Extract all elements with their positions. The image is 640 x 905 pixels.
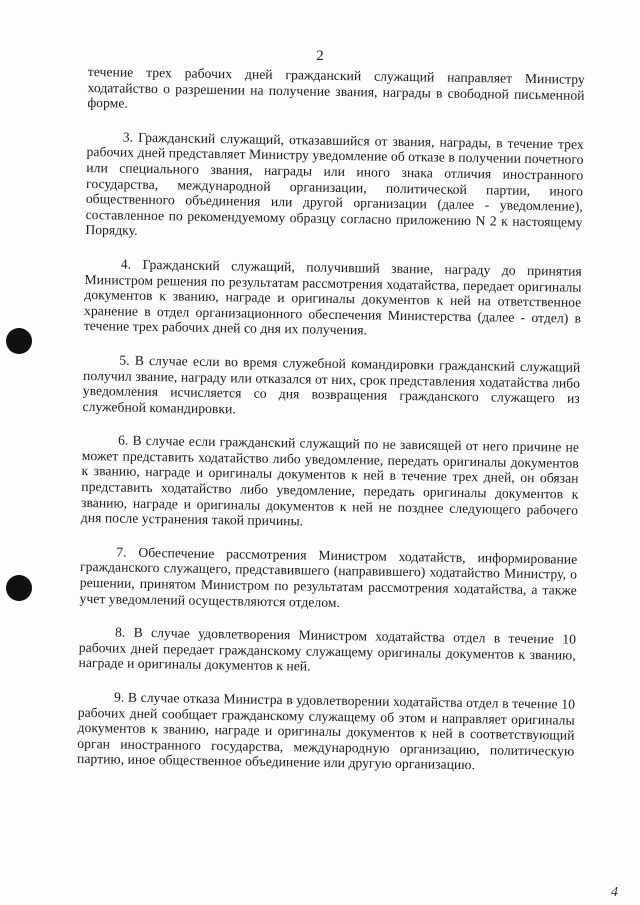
punch-hole-mark <box>6 328 32 354</box>
paragraph-3: 3. Гражданский служащий, отказавшийся от звания, награды, в течение трех рабочих дней представляет Министру уведомление об отказе в получении почетного или специального звания, награды или иного знака отличия иностранного государства, международной организации, политической партии, иного общественного объединения или другой организации (далее - уведомление), составленное по рекомендуемому образцу согласно приложению N 2 к настоящему Порядку. <box>85 129 584 239</box>
paragraph-6: 6. В случае если гражданский служащий по не зависящей от него причине не может представить ходатайство либо уведомление, передать оригиналы документов к званию, награде и оригиналы документов к ней в течение трех дней, он обязан представить ходатайство либо уведомление, передать оригиналы документов к званию, награде и оригиналы документов к ней не позднее следующего рабочего дня после устранения такой причины. <box>80 432 580 529</box>
paragraph-7: 7. Обеспечение рассмотрения Министром ходатайств, информирование гражданского служащего, представившего (направившего) ходатайство Министру, о решении, принятом Министром по результатам рассмотрения ходатайства, а также учет уведомлений осуществляются отделом. <box>79 544 578 610</box>
paragraph-5: 5. В случае если во время служебной командировки гражданский служащий получил звание, награду или отказался от них, срок представления ходатайства либо уведомления исчисляется со дня возвращения гражданского служащего из служебной командировки. <box>82 352 581 417</box>
document-body <box>77 64 585 793</box>
paragraph-8: 8. В случае удовлетворения Министром ходатайства отдел в течение 10 рабочих дней передает гражданскому служащему оригиналы документов к званию, награде и оригиналы документов к ней. <box>78 624 577 674</box>
page-number: 2 <box>316 48 324 64</box>
paragraph-9: 9. В случае отказа Министра в удовлетворении ходатайства отдел в течение 10 рабочих дней сообщает гражданскому служащему об этом и направляет оригиналы документов к званию, награде и оригиналы документов к ней в соответствующий орган иностранного государства, международную организацию, политическую партию, иное общественное объединение или другую организацию. <box>76 689 576 773</box>
paragraph-4: 4. Гражданский служащий, получивший звание, награду до принятия Министром решения по результатам рассмотрения ходатайства, передает оригиналы документов к званию, награде и оригиналы документов к ней на ответственное хранение в отдел организационного обеспечения Министерства (далее - отдел) в течение трех рабочих дней со дня их получения. <box>83 256 582 338</box>
corner-handwritten-mark: 4 <box>611 885 618 900</box>
paragraph-continuation: течение трех рабочих дней гражданский служащий направляет Министру ходатайство о разрешении на получение звания, награды в свободной письменной форме. <box>87 64 585 111</box>
punch-hole-mark <box>6 575 32 601</box>
